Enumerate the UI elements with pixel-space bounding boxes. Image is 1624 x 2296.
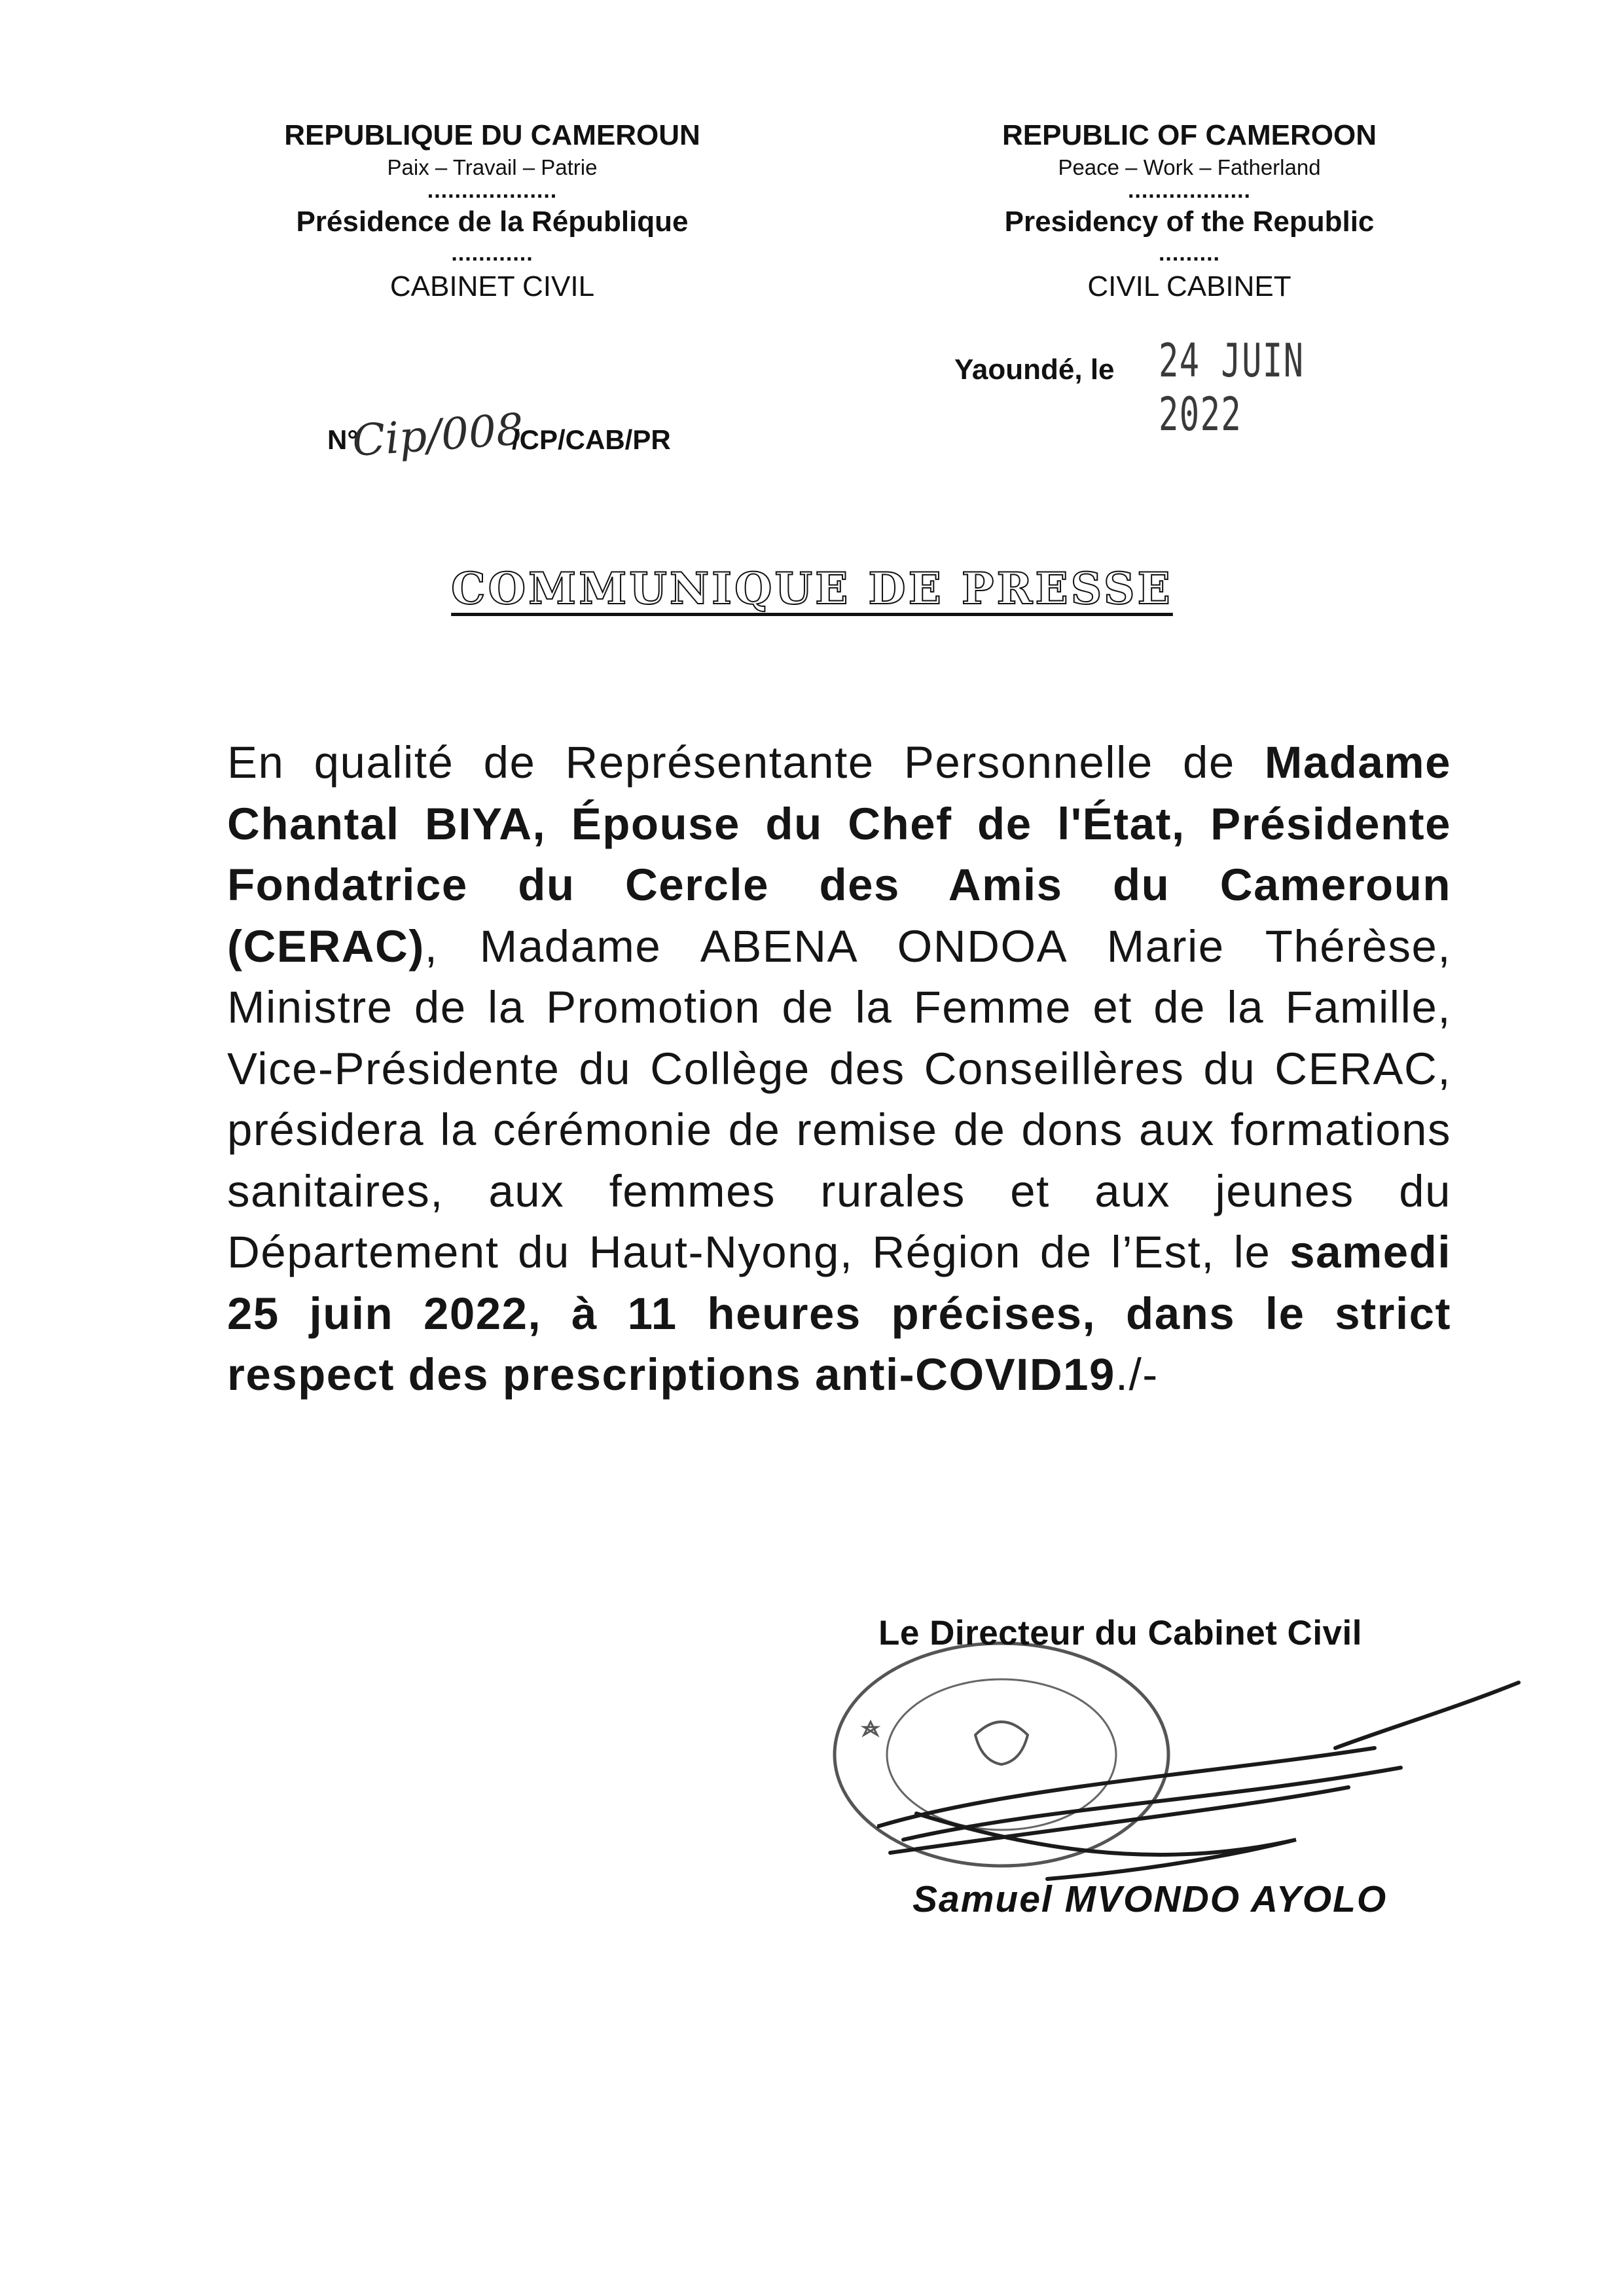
body-bold-text: Madame Chantal BIYA, Épouse du Chef de l'État, Présidente Fondatrice du Cercle des Amis du Cameroun (CERAC) [227, 737, 1451, 972]
document-title-text: COMMUNIQUE DE PRESSE [451, 563, 1173, 614]
motto-en: Peace – Work – Fatherland [1058, 155, 1321, 179]
body-text: ./- [1115, 1349, 1159, 1400]
date-label: Yaoundé, le [954, 354, 1115, 386]
country-name-en: REPUBLIC OF CAMEROON [1002, 119, 1377, 151]
separator-dots: ............ [451, 241, 533, 266]
body-bold-text: samedi 25 juin 2022, à 11 heures précises, dans le strict respect des prescriptions anti-COVID19 [227, 1227, 1451, 1400]
date-stamp: 24 JUIN 2022 [1159, 334, 1305, 441]
body-text: , Madame ABENA ONDOA Marie Thérèse, Ministre de la Promotion de la Femme et de la Famille, Vice-Présidente du Collège des Conseillères du CERAC, présidera la cérémonie de remise de dons aux formations sanitaires, aux femmes rurales et aux jeunes du Département du Haut-Nyong, Région de l’Est, le [227, 920, 1451, 1277]
signatory-name: Samuel MVONDO AYOLO [912, 1878, 1388, 1920]
body-paragraph [227, 732, 1451, 1406]
date-line [954, 327, 1413, 441]
motto-fr: Paix – Travail – Patrie [387, 155, 598, 179]
institution-fr: Présidence de la République [296, 206, 689, 238]
body-text: En qualité de Représentante Personnelle de [227, 737, 1265, 788]
separator-dots: .................. [1127, 178, 1252, 203]
separator-dots: ................... [427, 178, 558, 203]
reference-suffix: /CP/CAB/PR [512, 424, 671, 455]
document-title [0, 563, 1624, 614]
separator-dots: ......... [1158, 241, 1221, 266]
country-name-fr: REPUBLIQUE DU CAMEROUN [284, 119, 700, 151]
header-left [230, 117, 754, 308]
signatory-title: Le Directeur du Cabinet Civil [878, 1614, 1362, 1652]
reference-handwritten-number: Cip/008 [350, 403, 526, 467]
department-en: CIVIL CABINET [1087, 270, 1291, 302]
reference-prefix: N° [327, 424, 359, 455]
institution-en: Presidency of the Republic [1004, 206, 1375, 238]
department-fr: CABINET CIVIL [389, 270, 595, 302]
header-right [928, 117, 1451, 308]
